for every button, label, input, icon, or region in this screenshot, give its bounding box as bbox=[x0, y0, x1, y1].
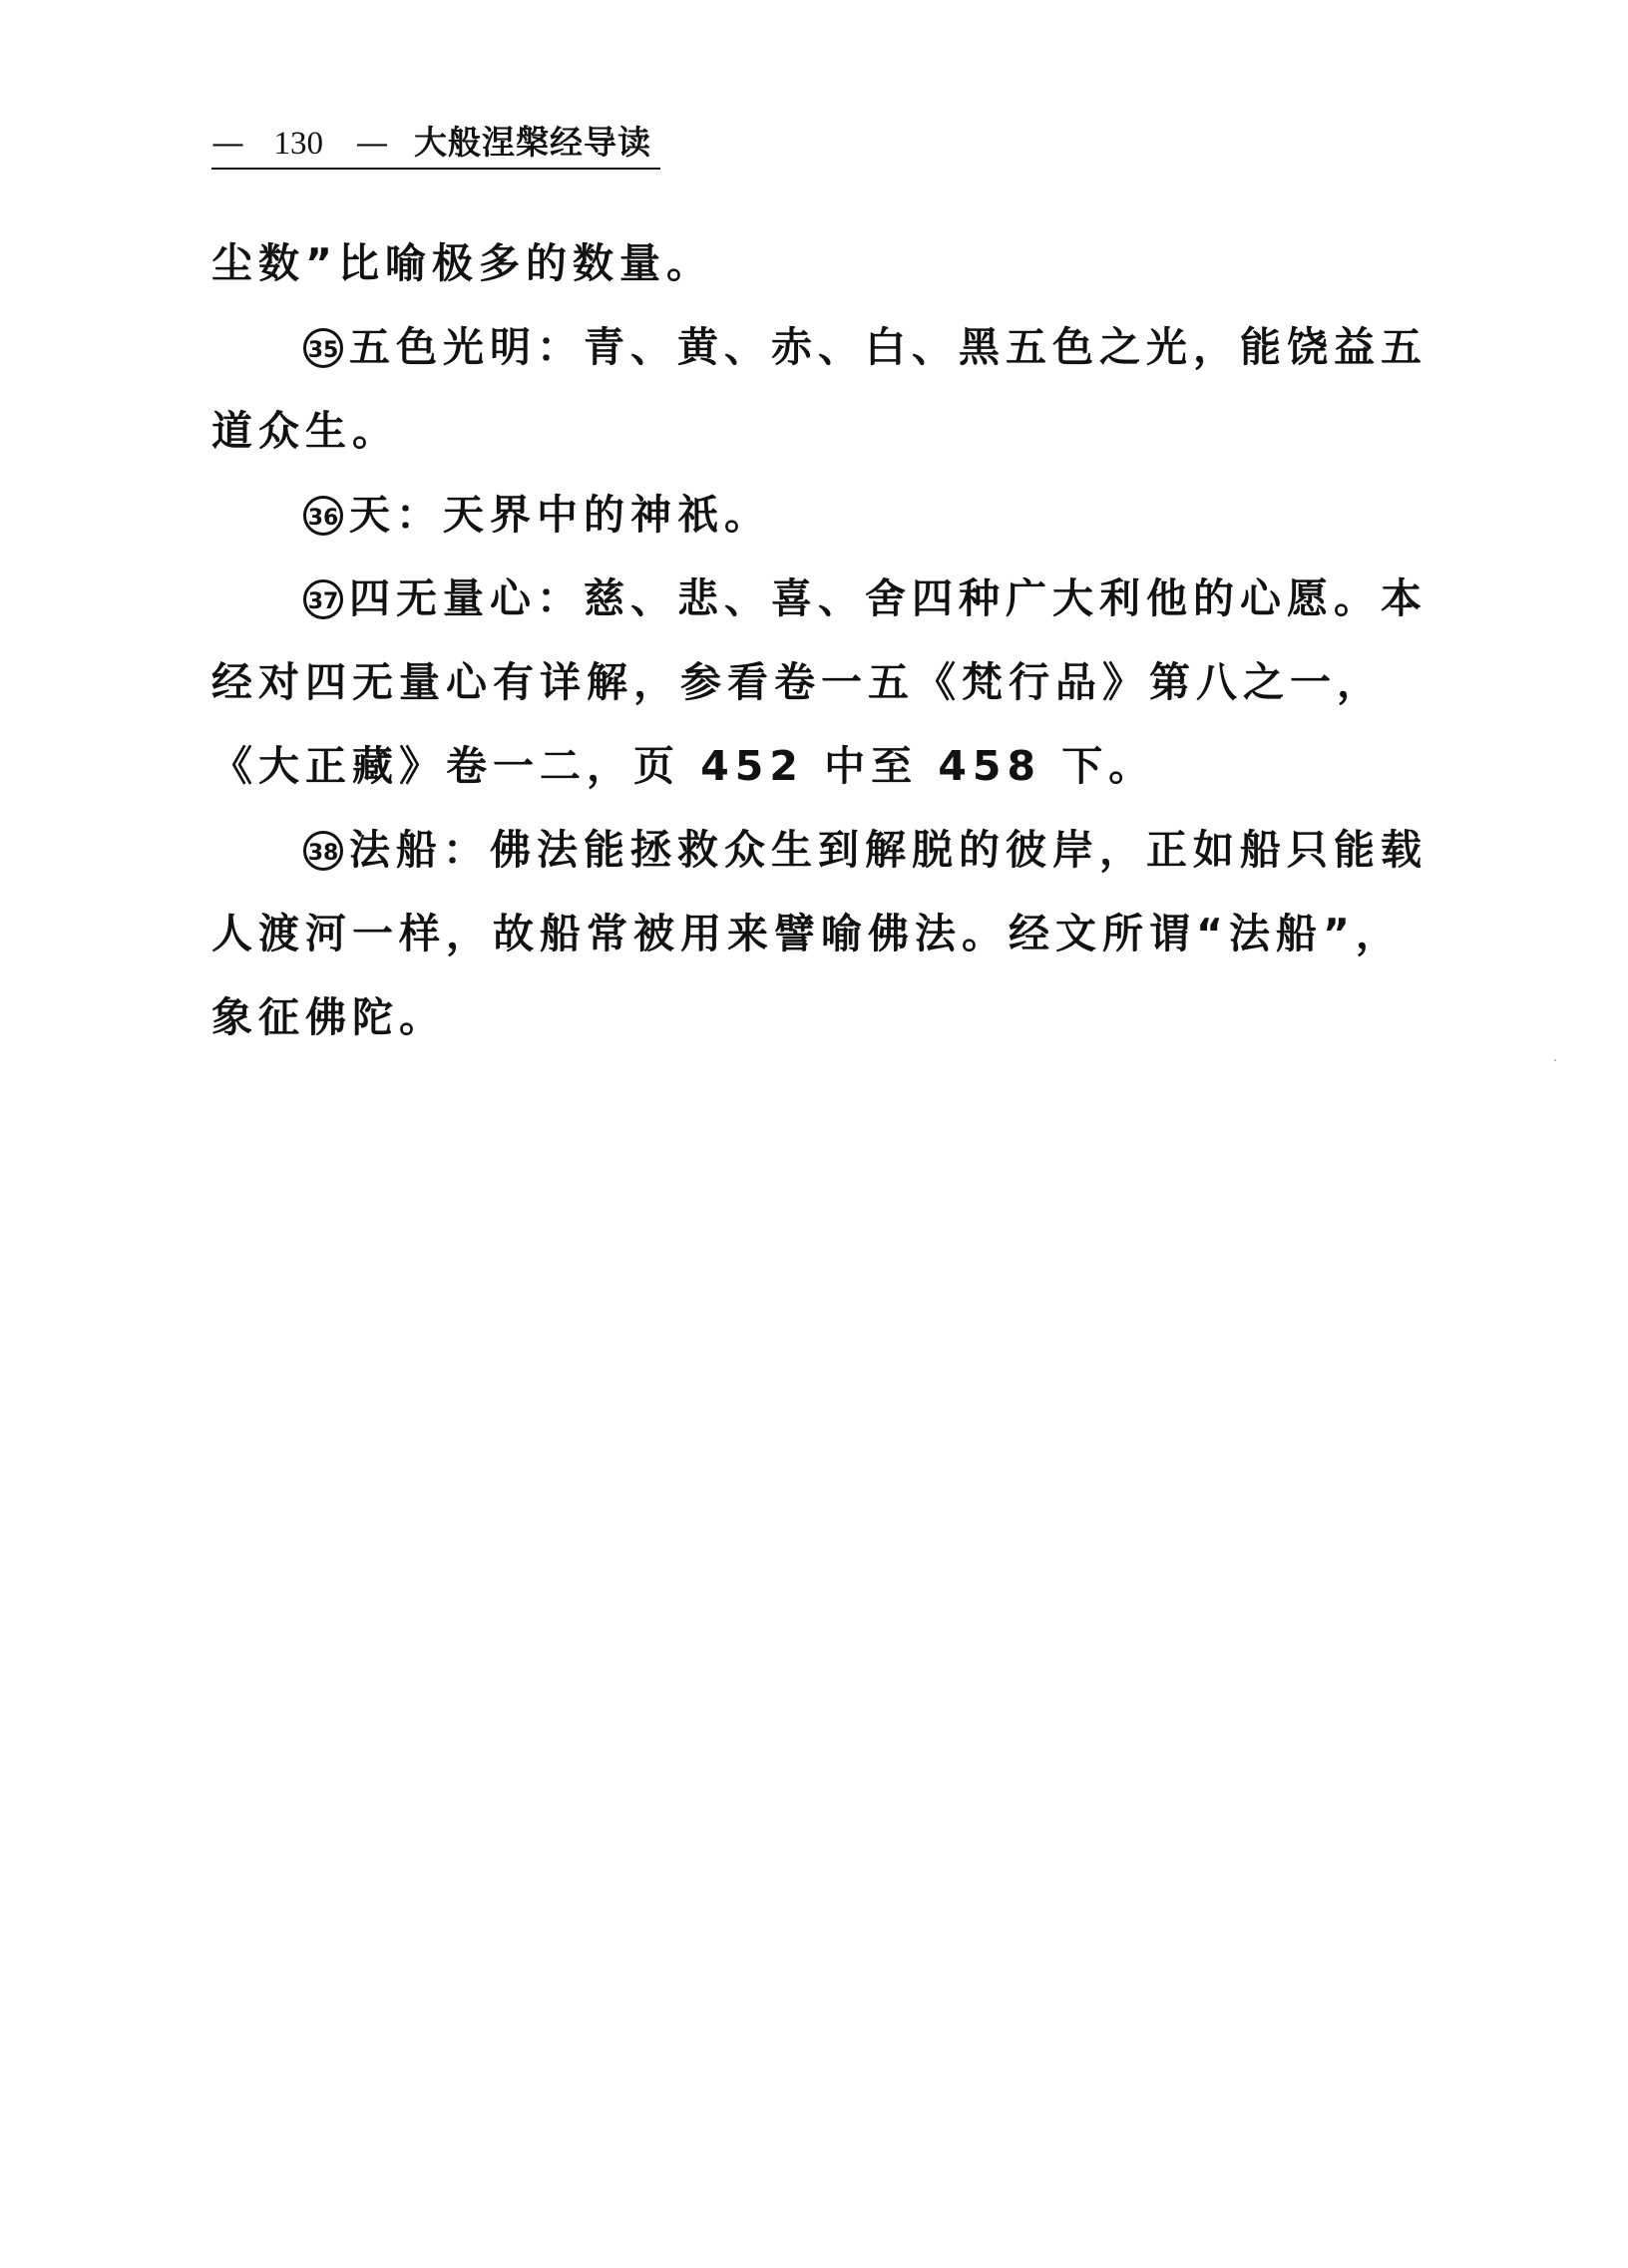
note-marker-38: 38 bbox=[303, 831, 343, 871]
note-35-first-line bbox=[211, 305, 1427, 389]
scan-speck bbox=[1554, 1059, 1556, 1061]
page-number: 130 bbox=[273, 126, 323, 162]
note-38-first-line bbox=[211, 808, 1427, 892]
note-35-text: 五色光明：青、黄、赤、白、黑五色之光，能饶益五 bbox=[349, 323, 1427, 371]
note-37-text: 四无量心：慈、悲、喜、舍四种广大利他的心愿。本 bbox=[349, 574, 1427, 622]
header-dash-left: — bbox=[211, 123, 244, 162]
note-36-text: 天：天界中的神祇。 bbox=[349, 491, 771, 539]
header-dash-right: — bbox=[355, 123, 389, 162]
note-marker-36: 36 bbox=[303, 496, 343, 536]
note-marker-37: 37 bbox=[303, 579, 343, 619]
note-37-first-line bbox=[211, 557, 1427, 640]
running-header bbox=[211, 118, 660, 170]
page-body bbox=[211, 221, 1427, 1059]
body-line: 《大正藏》卷一二，页 452 中至 458 下。 bbox=[211, 742, 1156, 790]
body-line: 人渡河一样，故船常被用来譬喻佛法。经文所谓“法船”， bbox=[211, 910, 1403, 957]
body-line: 象征佛陀。 bbox=[211, 993, 446, 1041]
note-36-first-line bbox=[211, 473, 1424, 557]
note-marker-35: 35 bbox=[303, 328, 343, 368]
body-line: 尘数”比喻极多的数量。 bbox=[211, 239, 713, 287]
body-line: 道众生。 bbox=[211, 407, 399, 455]
book-title: 大般涅槃经导读 bbox=[414, 123, 651, 162]
note-38-text: 法船：佛法能拯救众生到解脱的彼岸，正如船只能载 bbox=[349, 826, 1427, 874]
body-line: 经对四无量心有详解，参看卷一五《梵行品》第八之一， bbox=[211, 658, 1384, 706]
